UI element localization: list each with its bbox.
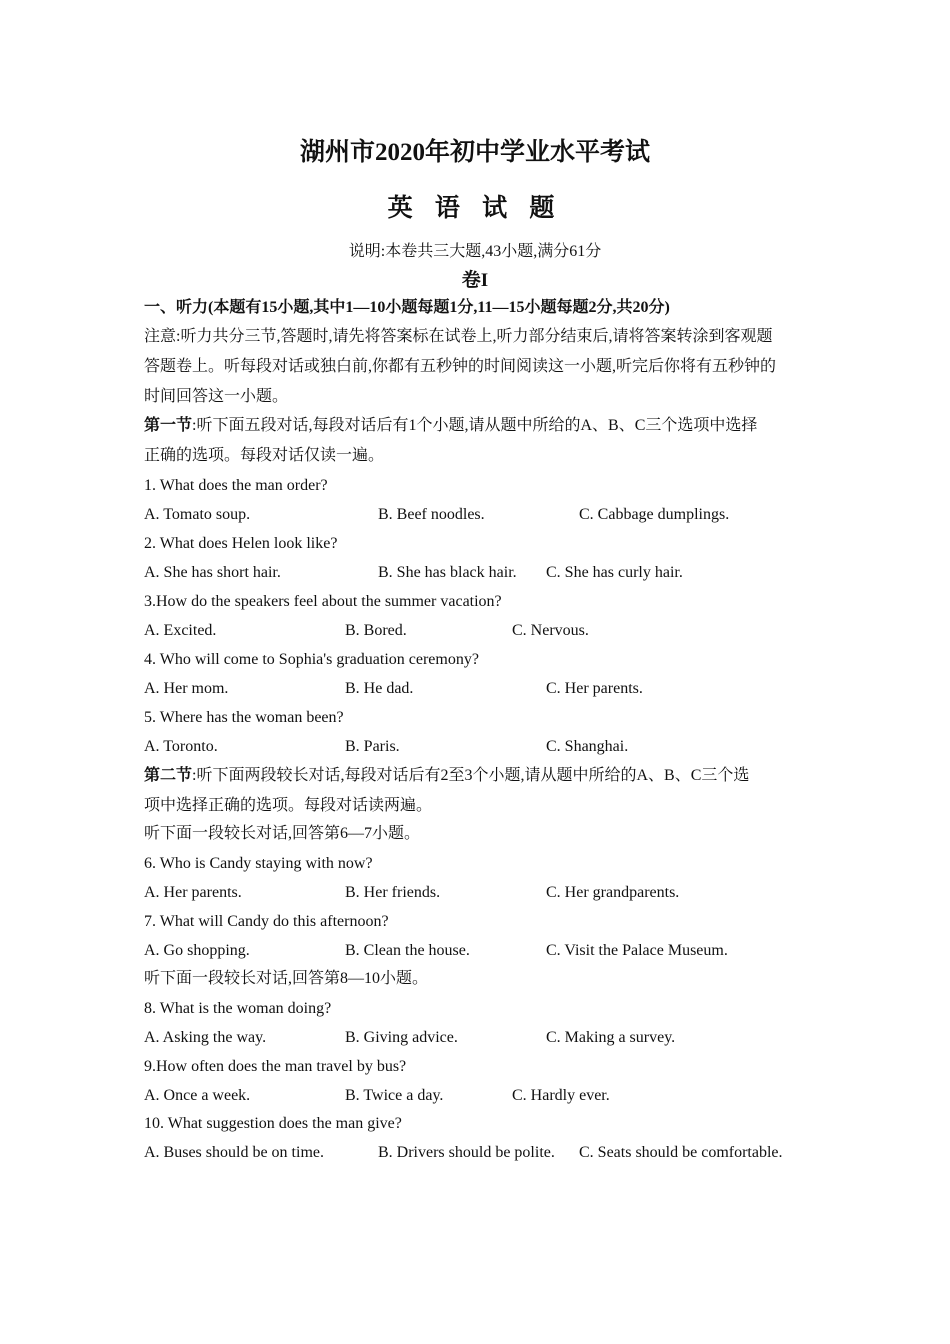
notice-line: 时间回答这一小题。 xyxy=(144,388,289,405)
option-b: B. Giving advice. xyxy=(345,1029,458,1046)
option-b: B. Bored. xyxy=(345,622,407,639)
option-a: A. Toronto. xyxy=(144,738,218,755)
part2-instruction xyxy=(144,766,824,786)
question-text: 1. What does the man order? xyxy=(144,477,328,494)
volume-label: 卷I xyxy=(461,270,489,291)
option-c: C. Hardly ever. xyxy=(512,1087,610,1104)
option-a: A. Tomato soup. xyxy=(144,506,251,523)
option-b: B. Paris. xyxy=(345,738,400,755)
option-a: A. Excited. xyxy=(144,622,217,639)
question-text: 10. What suggestion does the man give? xyxy=(144,1115,402,1132)
notice-line: 注意:听力共分三节,答题时,请先将答案标在试卷上,听力部分结束后,请将答案转涂到客观题 xyxy=(144,328,773,345)
option-b: B. He dad. xyxy=(345,680,414,697)
option-a: A. Her mom. xyxy=(144,680,229,697)
part1-label: 第一节 xyxy=(144,417,193,434)
option-c: C. Shanghai. xyxy=(546,738,629,755)
option-a: A. She has short hair. xyxy=(144,564,281,581)
listen-instruction: 听下面一段较长对话,回答第6—7小题。 xyxy=(144,825,421,842)
option-c: C. She has curly hair. xyxy=(546,564,683,581)
option-a: A. Asking the way. xyxy=(144,1029,267,1046)
option-c: C. Making a survey. xyxy=(546,1029,676,1046)
option-b: B. Beef noodles. xyxy=(378,506,485,523)
question-text: 5. Where has the woman been? xyxy=(144,709,344,726)
question-text: 7. What will Candy do this afternoon? xyxy=(144,913,389,930)
option-a: A. Once a week. xyxy=(144,1087,251,1104)
option-c: C. Cabbage dumplings. xyxy=(579,506,730,523)
option-b: B. Clean the house. xyxy=(345,942,470,959)
question-text: 6. Who is Candy staying with now? xyxy=(144,855,373,872)
exam-subtitle: 英 语 试 题 xyxy=(387,195,563,222)
part1-text: :听下面五段对话,每段对话后有1个小题,请从题中所给的A、B、C三个选项中选择 xyxy=(192,417,758,434)
option-c: C. Nervous. xyxy=(512,622,589,639)
listen-instruction: 听下面一段较长对话,回答第8—10小题。 xyxy=(144,970,429,987)
question-text: 2. What does Helen look like? xyxy=(144,535,338,552)
question-text: 8. What is the woman doing? xyxy=(144,1000,332,1017)
question-text: 9.How often does the man travel by bus? xyxy=(144,1058,407,1075)
option-b: B. Her friends. xyxy=(345,884,441,901)
part2-label: 第二节 xyxy=(144,767,193,784)
option-a: A. Buses should be on time. xyxy=(144,1144,324,1161)
option-c: C. Seats should be comfortable. xyxy=(579,1144,783,1161)
option-a: A. Go shopping. xyxy=(144,942,250,959)
exam-title: 湖州市2020年初中学业水平考试 xyxy=(299,139,650,166)
option-c: C. Her grandparents. xyxy=(546,884,680,901)
notice-line: 答题卷上。听每段对话或独白前,你都有五秒钟的时间阅读这一小题,听完后你将有五秒钟的 xyxy=(144,358,777,375)
option-c: C. Her parents. xyxy=(546,680,643,697)
question-text: 3.How do the speakers feel about the summer vacation? xyxy=(144,593,502,610)
option-b: B. She has black hair. xyxy=(378,564,517,581)
option-c: C. Visit the Palace Museum. xyxy=(546,942,728,959)
section-heading: 一、听力(本题有15小题,其中1—10小题每题1分,11—15小题每题2分,共20分) xyxy=(144,299,670,316)
option-a: A. Her parents. xyxy=(144,884,242,901)
part1-instruction-cont: 正确的选项。每段对话仅读一遍。 xyxy=(144,447,385,464)
option-b: B. Twice a day. xyxy=(345,1087,444,1104)
exam-note: 说明:本卷共三大题,43小题,满分61分 xyxy=(348,243,602,260)
part2-instruction-cont: 项中选择正确的选项。每段对话读两遍。 xyxy=(144,797,433,814)
option-b: B. Drivers should be polite. xyxy=(378,1144,555,1161)
question-text: 4. Who will come to Sophia's graduation ceremony? xyxy=(144,651,479,668)
part1-instruction xyxy=(144,416,824,436)
part2-text: :听下面两段较长对话,每段对话后有2至3个小题,请从题中所给的A、B、C三个选 xyxy=(192,767,750,784)
